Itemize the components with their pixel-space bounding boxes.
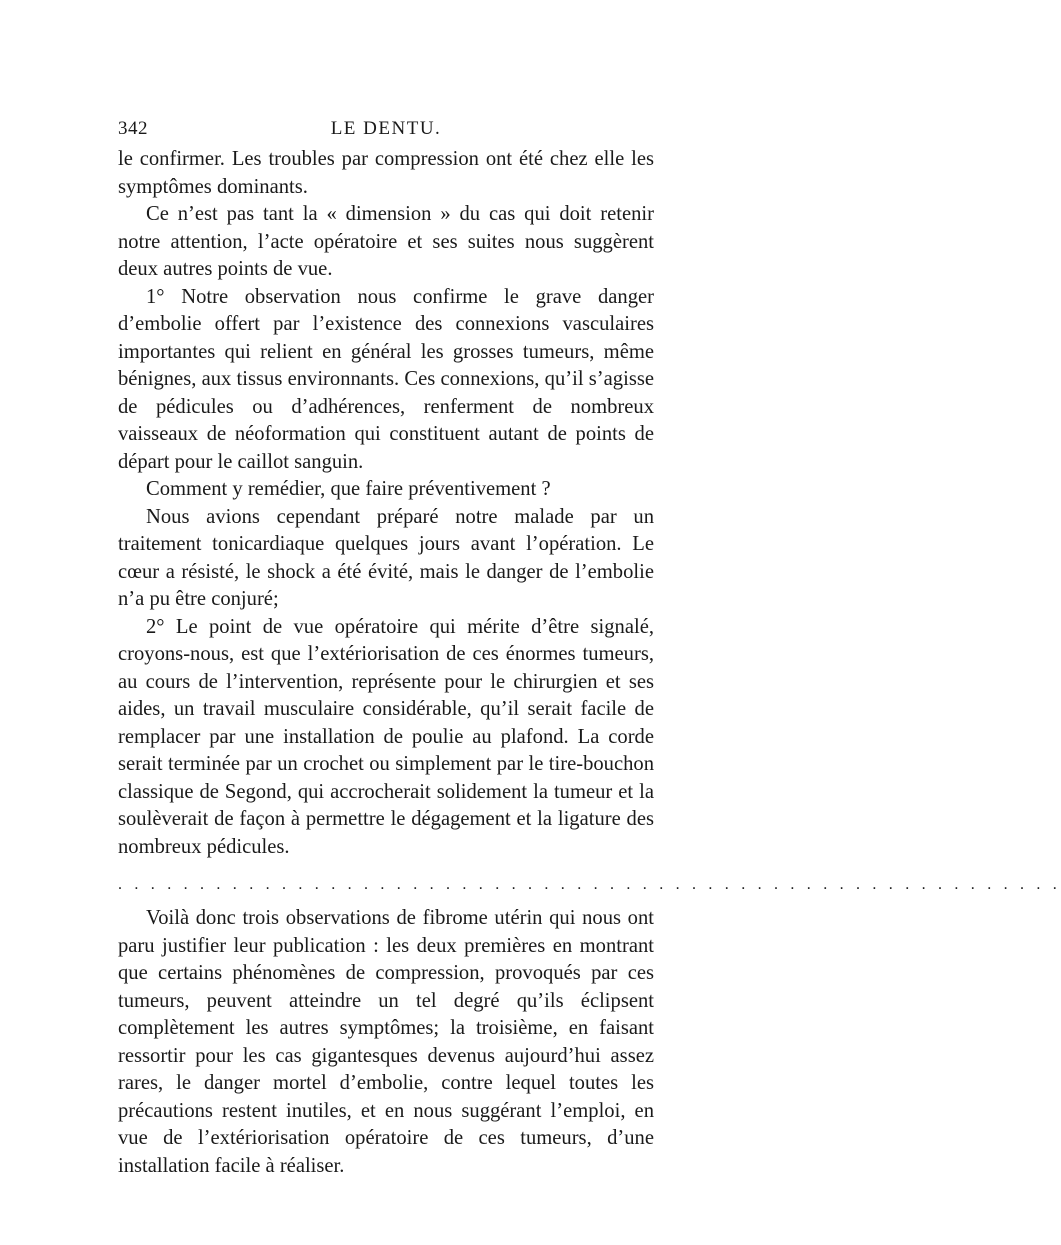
- body-text: [118, 146, 1061, 1180]
- paragraph-continuation: le confirmer. Les troubles par compression ont été chez elle les symptômes dominants.: [118, 148, 654, 198]
- paragraph-point-one: 1° Notre observation nous confirme le grave danger d’embolie offert par l’existence des connexions vasculaires importantes qui relient en général les grosses tumeurs, même bénignes, aux tissus environnants. Ces connexions, qu’il s’agisse de pédicules ou d’adhérences, renferment de nombreux vaisseaux de néoformation qui constituent autant de points de départ pour le caillot sanguin.: [118, 285, 654, 473]
- running-header: [118, 112, 654, 146]
- paragraph-question: Comment y remédier, que faire préventivement ?: [146, 478, 551, 500]
- section-separator: . . . . . . . . . . . . . . . . . . . . . . . . . . . . . . . . . . . . . . . . . . . . . . . . . . . . . . . . . .: [118, 876, 1061, 893]
- running-title: LE DENTU.: [330, 118, 442, 139]
- document-page: [118, 112, 1061, 1180]
- paragraph-preparation: Nous avions cependant préparé notre malade par un traitement tonicardiaque quelques jours avant l’opération. Le cœur a résisté, le shock a été évité, mais le danger de l’embolie n’a pu être conjuré;: [118, 505, 654, 610]
- paragraph-conclusion: Voilà donc trois observations de fibrome utérin qui nous ont paru justifier leur publication : les deux premières en montrant que certains phénomènes de compression, provoqués par ces tumeurs, peuvent atteindre un tel degré qu’ils éclipsent complètement les autres symptômes; la troisième, en faisant ressortir pour les cas gigantesques devenus aujourd’hui assez rares, le danger mortel d’embolie, contre lequel toutes les précautions restent inutiles, et en nous suggérant l’emploi, en vue de l’extériorisation opératoire de ces tumeurs, d’une installation facile à réaliser.: [118, 907, 654, 1177]
- paragraph-dimension: Ce n’est pas tant la « dimension » du cas qui doit retenir notre attention, l’acte opératoire et ses suites nous suggèrent deux autres points de vue.: [118, 203, 654, 280]
- page-number: 342: [118, 118, 148, 139]
- paragraph-point-two: 2° Le point de vue opératoire qui mérite d’être signalé, croyons-nous, est que l’extériorisation de ces énormes tumeurs, au cours de l’intervention, représente pour le chirurgien et ses aides, un travail musculaire considérable, qu’il serait facile de remplacer par une installation de poulie au plafond. La corde serait terminée par un crochet ou simplement par le tire-bouchon classique de Segond, qui accrocherait solidement la tumeur et la soulèverait de façon à permettre le dégagement et la ligature des nombreux pédicules.: [118, 615, 654, 858]
